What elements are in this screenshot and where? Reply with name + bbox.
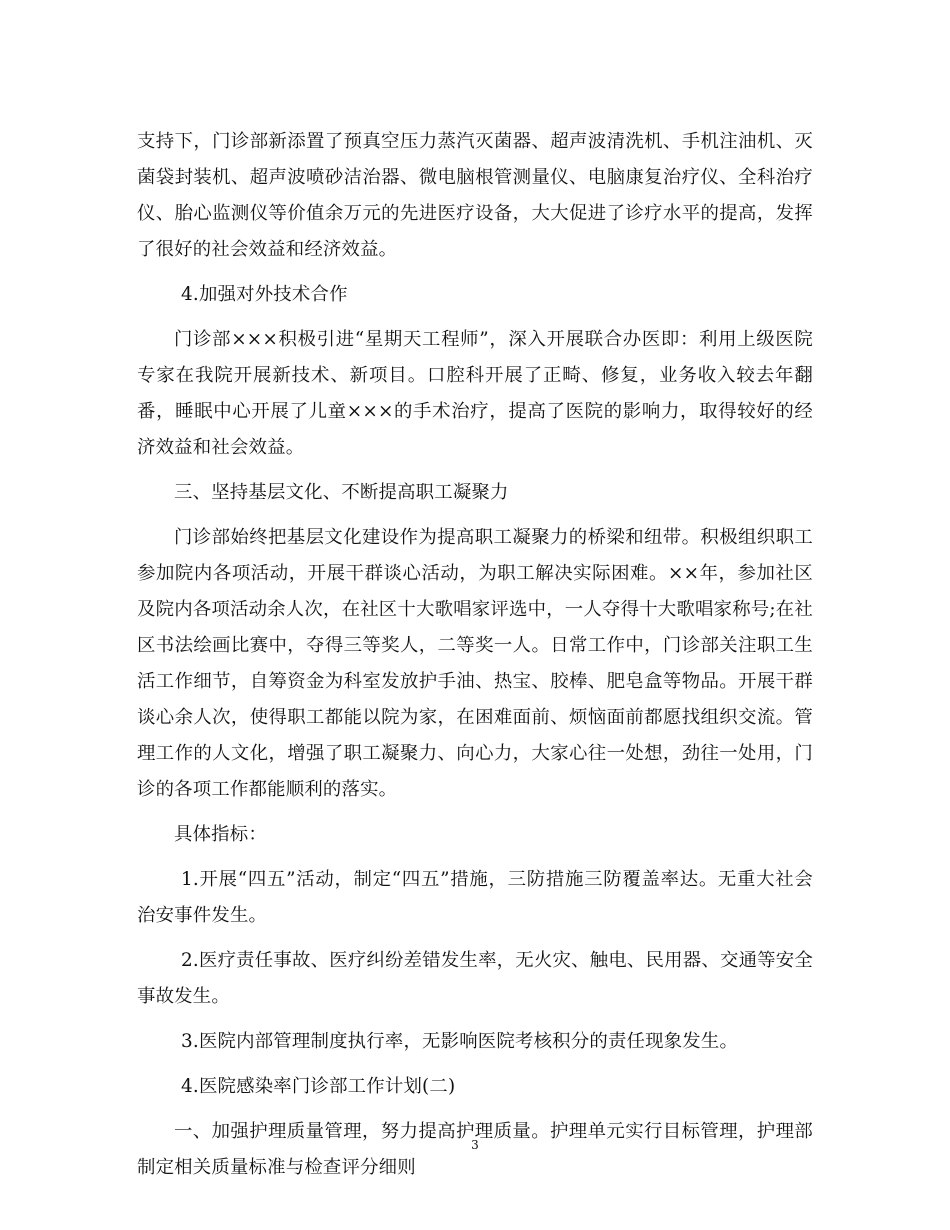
indicator-item-3: 3.医院内部管理制度执行率，无影响医院考核积分的责任现象发生。 xyxy=(181,1031,739,1052)
paragraph-grassroots-culture: 门诊部始终把基层文化建设作为提高职工凝聚力的桥梁和纽带。积极组织职工参加院内各项活动，开展干群谈心活动，为职工解决实际困难。××年，参加社区及院内各项活动余人次，在社区十大歌唱家评选中，一人夺得十大歌唱家称号;在社区书法绘画比赛中，夺得三等奖人，二等奖一人。日常工作中，门诊部关注职工生活工作细节，自筹资金为科室发放护手油、热宝、胶棒、肥皂盒等物品。开展干群谈心余人次，使得职工都能以院为家，在困难面前、烦恼面前都愿找组织交流。管理工作的人文化，增强了职工凝聚力、向心力，大家心往一处想，劲往一处用，门诊的各项工作都能顺利的落实。 xyxy=(137,527,813,800)
heading-specific-indicators: 具体指标： xyxy=(174,824,267,845)
heading-grassroots-culture: 三、坚持基层文化、不断提高职工凝聚力 xyxy=(174,482,509,503)
indicator-item-4: 4.医院感染率门诊部工作计划(二) xyxy=(181,1076,456,1097)
indicator-item-2: 2.医疗责任事故、医疗纠纷差错发生率，无火灾、触电、民用器、交通等安全事故发生。 xyxy=(137,950,813,1007)
page-number: 3 xyxy=(471,1138,479,1152)
indicator-item-1: 1.开展“四五”活动，制定“四五”措施，三防措施三防覆盖率达。无重大社会治安事件发生。 xyxy=(137,869,813,926)
paragraph-equipment: 支持下，门诊部新添置了预真空压力蒸汽灭菌器、超声波清洗机、手机注油机、灭菌袋封装机、超声波喷砂洁治器、微电脑根管测量仪、电脑康复治疗仪、全科治疗仪、胎心监测仪等价值余万元的先进医疗设备，大大促进了诊疗水平的提高，发挥了很好的社会效益和经济效益。 xyxy=(137,131,813,260)
heading-technical-cooperation: 4.加强对外技术合作 xyxy=(181,284,348,305)
paragraph-nursing-quality: 一、加强护理质量管理，努力提高护理质量。护理单元实行目标管理，护理部制定相关质量标准与检查评分细则 xyxy=(137,1121,813,1178)
paragraph-technical-cooperation: 门诊部×××积极引进“星期天工程师”，深入开展联合办医即：利用上级医院专家在我院开展新技术、新项目。口腔科开展了正畸、修复，业务收入较去年翻番，睡眠中心开展了儿童×××的手术治疗，提高了医院的影响力，取得较好的经济效益和社会效益。 xyxy=(137,329,813,458)
document-body xyxy=(137,124,813,1195)
